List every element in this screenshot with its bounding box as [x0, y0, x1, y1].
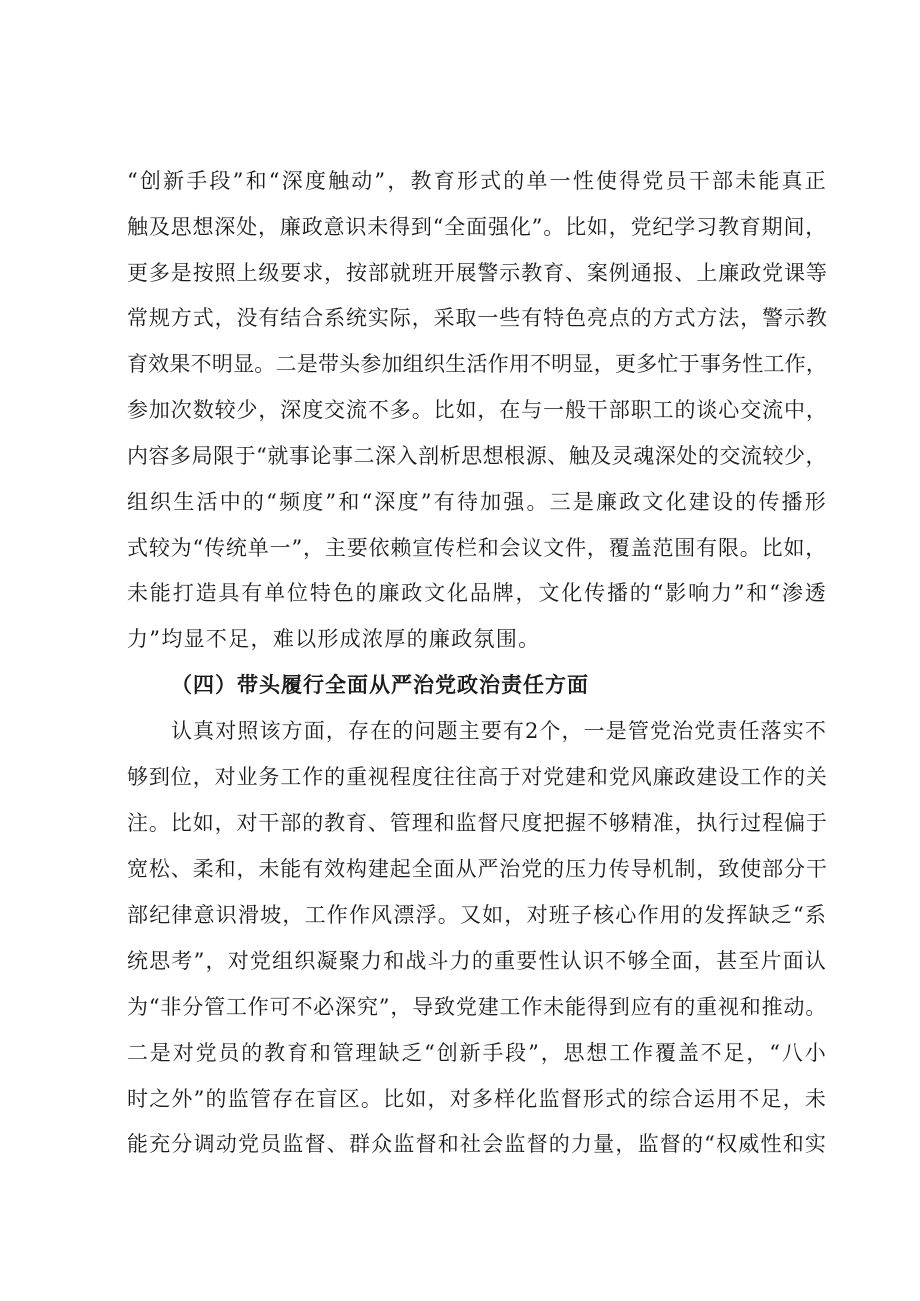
- paragraph2-line-3: 注。比如，对干部的教育、管理和监督尺度把握不够精准，执行过程偏于: [127, 811, 828, 835]
- paragraph1-line-10: 未能打造具有单位特色的廉政文化品牌，文化传播的“影响力”和“渗透: [127, 581, 827, 605]
- paragraph1-line-9: 式较为“传统单一”，主要依赖宣传栏和会议文件，覆盖范围有限。比如，: [127, 536, 827, 560]
- paragraph2-line-8: 二是对党员的教育和管理缺乏“创新手段”，思想工作覆盖不足，“八小: [127, 1041, 827, 1065]
- paragraph1-line-11: 力”均显不足，难以形成浓厚的廉政氛围。: [127, 627, 541, 651]
- paragraph1-line-2: 触及思想深处，廉政意识未得到“全面强化”。比如，党纪学习教育期间，: [127, 215, 827, 239]
- paragraph2-line-4: 宽松、柔和，未能有效构建起全面从严治党的压力传导机制，致使部分干: [127, 857, 828, 881]
- paragraph1-line-6: 参加次数较少，深度交流不多。比如，在与一般干部职工的谈心交流中，: [127, 398, 828, 422]
- paragraph1-line-5: 育效果不明显。二是带头参加组织生活作用不明显，更多忙于事务性工作，: [127, 352, 827, 376]
- paragraph2-line-1: 认真对照该方面，存在的问题主要有2个，一是管党治党责任落实不: [171, 719, 827, 743]
- paragraph1-line-3: 更多是按照上级要求，按部就班开展警示教育、案例通报、上廉政党课等: [127, 261, 828, 285]
- paragraph1-line-7: 内容多局限于“就事论事二深入剖析思想根源、触及灵魂深处的交流较少，: [127, 444, 827, 468]
- paragraph2-line-7: 为“非分管工作可不必深究”，导致党建工作未能得到应有的重视和推动。: [127, 995, 827, 1019]
- paragraph1-line-4: 常规方式，没有结合系统实际，采取一些有特色亮点的方式方法，警示教: [127, 306, 828, 330]
- paragraph2-line-9: 时之外”的监管存在盲区。比如，对多样化监督形式的综合运用不足，未: [127, 1087, 827, 1111]
- section-heading: （四）带头履行全面从严治党政治责任方面: [171, 673, 589, 697]
- paragraph1-line-8: 组织生活中的“频度”和“深度”有待加强。三是廉政文化建设的传播形: [127, 490, 827, 514]
- paragraph1-line-1: “创新手段”和“深度触动”，教育形式的单一性使得党员干部未能真正: [127, 169, 827, 193]
- paragraph2-line-5: 部纪律意识滑坡，工作作风漂浮。又如，对班子核心作用的发挥缺乏“系: [127, 903, 827, 927]
- paragraph2-line-6: 统思考”，对党组织凝聚力和战斗力的重要性认识不够全面，甚至片面认: [127, 949, 827, 973]
- paragraph2-line-2: 够到位，对业务工作的重视程度往往高于对党建和党风廉政建设工作的关: [127, 765, 828, 789]
- paragraph2-line-10: 能充分调动党员监督、群众监督和社会监督的力量，监督的“权威性和实: [127, 1132, 827, 1156]
